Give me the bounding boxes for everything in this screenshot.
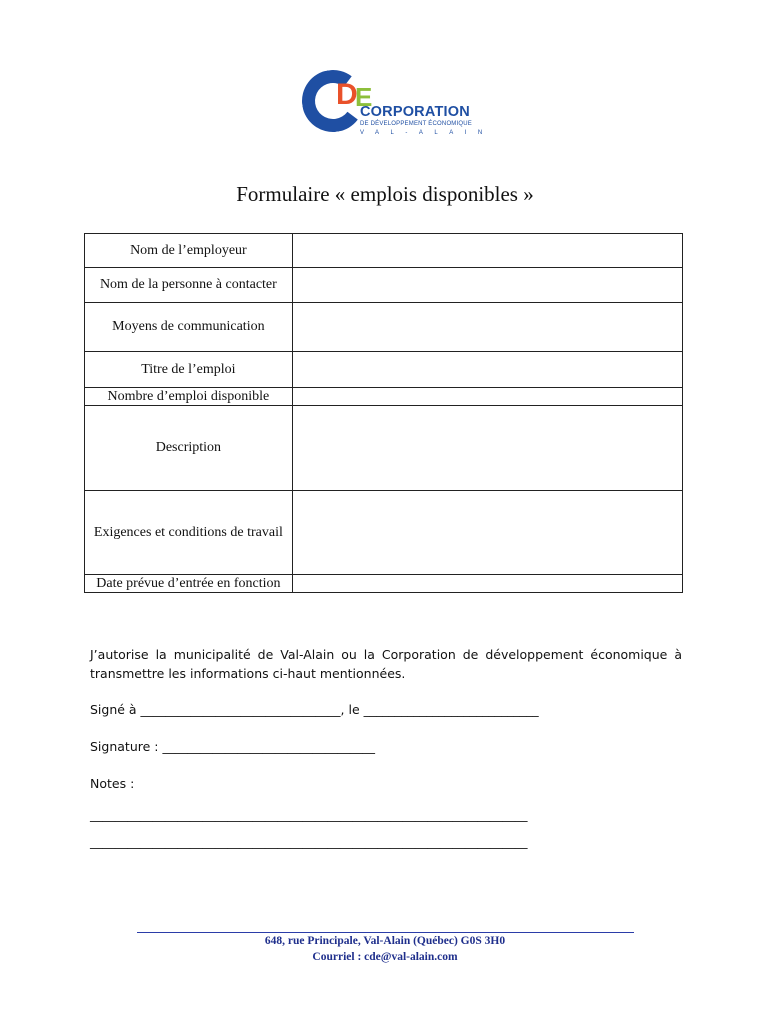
employer-field[interactable] (292, 234, 682, 268)
form-row-job-title (85, 352, 683, 388)
field-label: Nom de l’employeur (85, 234, 293, 268)
start-date-field[interactable] (292, 575, 682, 593)
cde-logo (300, 66, 494, 144)
form-row-start-date (85, 575, 683, 593)
field-label: Exigences et conditions de travail (85, 491, 293, 575)
job-form-table (84, 233, 683, 593)
form-row-communication (85, 303, 683, 352)
contact-person-field[interactable] (292, 268, 682, 303)
form-row-requirements (85, 491, 683, 575)
notes-line[interactable]: ______________________________________________________________________ (90, 807, 528, 822)
footer-divider (137, 932, 634, 933)
form-row-job-count (85, 388, 683, 406)
requirements-field[interactable] (292, 491, 682, 575)
notes-line[interactable]: ______________________________________________________________________ (90, 834, 528, 849)
logo-letter-d: D (336, 78, 358, 111)
page-title: Formulaire « emplois disponibles » (236, 182, 534, 206)
logo-city: VAL-ALAIN (360, 130, 494, 136)
footer-email: Courriel : cde@val-alain.com (312, 951, 458, 963)
field-label: Nom de la personne à contacter (85, 268, 293, 303)
job-count-field[interactable] (292, 388, 682, 406)
signature-line[interactable]: Signature : __________________________________ (90, 739, 375, 754)
notes-label: Notes : (90, 776, 135, 791)
field-label: Date prévue d’entrée en fonction (85, 575, 293, 593)
signed-at-line[interactable]: Signé à ________________________________, le ____________________________ (90, 702, 539, 717)
field-label: Moyens de communication (85, 303, 293, 352)
footer-address: 648, rue Principale, Val-Alain (Québec) G0S 3H0 (264, 935, 506, 947)
authorization-text: J’autorise la municipalité de Val-Alain ou la Corporation de développement économique à transmettre les informations ci-haut mentionnées. (90, 647, 682, 681)
field-label: Nombre d’emploi disponible (85, 388, 293, 406)
field-label: Titre de l’emploi (85, 352, 293, 388)
logo-letter-e: E (355, 82, 373, 112)
description-field[interactable] (292, 406, 682, 491)
form-row-employer (85, 234, 683, 268)
form-row-description (85, 406, 683, 491)
logo-subtitle: DE DÉVELOPPEMENT ÉCONOMIQUE (360, 121, 472, 127)
job-title-field[interactable] (292, 352, 682, 388)
communication-field[interactable] (292, 303, 682, 352)
form-row-contact (85, 268, 683, 303)
logo-name: CORPORATION (360, 104, 470, 120)
field-label: Description (85, 406, 293, 491)
